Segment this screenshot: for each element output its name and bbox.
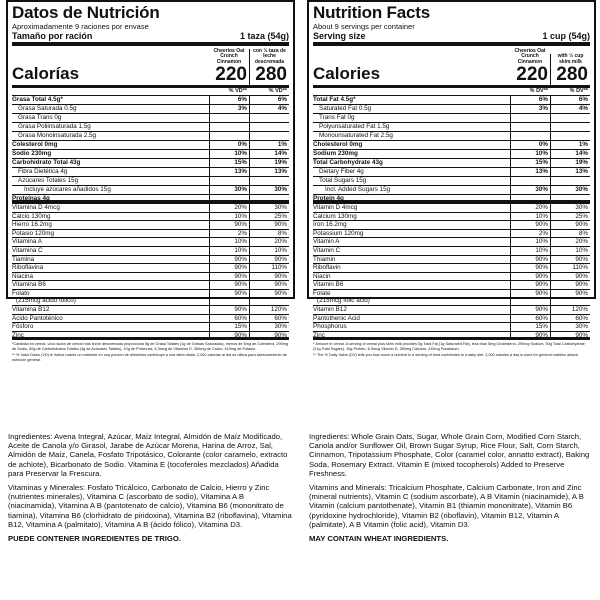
spanish-calories-col2: [249, 49, 289, 86]
english-vitamins-minerals: Vitamins and Minerals: Tricalcium Phosphate, Calcium Carbonate, Iron and Zinc (mineral nutrients), Vitamin C (sodium ascorbate), A B Vitamin (niacinamide), A B Vitamin (calcium pantothenate), Vitamin B1 (thiamin mononitrate), Vitamin B6 (pyridoxine hydrochloride), Vitamin B2 (riboflavin), Vitamin B12, Vitamin A (palmitate), A B Vitamin (folic acid), Vitamin D3.: [309, 483, 584, 529]
english-calories-label: Calories: [313, 64, 381, 83]
english-col2-header: with ½ cup skim milk: [557, 53, 584, 65]
spanish-dv-2: % VD**: [268, 88, 287, 94]
vitamin-row: Vitamina B6 90% 90%: [12, 281, 287, 289]
spanish-ingredients: Ingredientes: Avena Integral, Azúcar, Maíz Integral, Almidón de Maíz Modificado, Aceite de Canola y/o Girasol, Jarabe de Azúcar Morena, Harina de Arroz, Sal, Almidón de Maíz, Canela, Fosfato Tripotásico, Colorante (color caramelo, extracto de achiote), Bicarbonato de Sodio. Vitamina E (tocoferoles mezclados) Añadida para Preservar la Frescura.: [8, 432, 288, 478]
spanish-calories-col1: [209, 49, 249, 86]
vitamin-row: Riboflavin 90% 110%: [313, 264, 588, 272]
vitamin-row: Zinc 90% 90%: [12, 331, 287, 339]
vitamin-row: Niacina 90% 90%: [12, 272, 287, 280]
vitamin-row: Iron 16.2mg 90% 90%: [313, 221, 588, 229]
vitamin-row: Potasio 120mg 2% 8%: [12, 229, 287, 237]
english-ingredients: Ingredients: Whole Grain Oats, Sugar, Whole Grain Corn, Modified Corn Starch, Canola and/or Sunflower Oil, Brown Sugar Syrup, Rice Flour, Salt, Corn Starch, Cinnamon, Tripotassium Phosphate, Color (caramel color, annatto extract), Baking Soda, Rosemary Extract. Vitamin E (mixed tocopherols) Added to Preserve Freshness.: [309, 432, 590, 478]
english-calories-col2: [550, 54, 590, 85]
vitamin-row: Potassium 120mg 2% 8%: [313, 229, 588, 237]
spanish-calories-label: Calorías: [12, 64, 80, 83]
vitamin-row: Pantothenic Acid 60% 60%: [313, 314, 588, 322]
vitamin-row: Vitamin A 10% 20%: [313, 238, 588, 246]
vitamin-row: Vitamina C 10% 10%: [12, 246, 287, 254]
vitamin-row: Calcio 130mg 10% 25%: [12, 212, 287, 220]
english-nutrition-label: [307, 0, 596, 358]
nutrient-row: Azúcares Totales 15g: [12, 177, 289, 186]
nutrient-row: Total Sugars 15g: [313, 177, 590, 186]
vitamin-row: Tiamina 90% 90%: [12, 255, 287, 263]
vitamin-row: Calcium 130mg 10% 25%: [313, 212, 588, 220]
english-calories-value-2: 280: [556, 64, 588, 85]
nutrient-row: Grasa Monoinsaturada 2.5g: [12, 132, 289, 141]
nutrient-row: Incl. Added Sugars 15g 30% 30%: [313, 186, 590, 195]
nutrient-row: Carbohidrato Total 43g 15% 19%: [12, 159, 287, 166]
vitamin-row: Vitamina A 10% 20%: [12, 238, 287, 246]
english-title: Nutrition Facts: [313, 3, 430, 22]
english-footnote-2: ** The % Daily Value (DV) tells you how much a nutrient in a serving of food contributes to a daily diet. 2,000 calories a day is used for general nutrition advice.: [313, 353, 580, 358]
nutrient-row: Sodio 230mg 10% 14%: [12, 150, 287, 157]
spanish-col2-header: con ½ taza de leche descremada: [253, 47, 286, 65]
vitamin-row: Niacin 90% 90%: [313, 272, 588, 280]
vitamin-row: Thiamin 90% 90%: [313, 255, 588, 263]
spanish-serving-size: [12, 31, 289, 46]
english-vitamin-list: [313, 204, 590, 340]
english-allergen: MAY CONTAIN WHEAT INGREDIENTS.: [309, 534, 449, 544]
english-dv-1: % DV**: [529, 88, 548, 94]
nutrient-row: Sodium 230mg 10% 14%: [313, 150, 588, 157]
english-calories-value-1: 220: [516, 64, 548, 85]
nutrient-row: Fibra Dietética 4g 13% 13%: [12, 168, 289, 177]
nutrient-row: Dietary Fiber 4g 13% 13%: [313, 168, 590, 177]
nutrient-row: Proteínas 4g: [12, 195, 289, 204]
vitamin-row: Ácido Pantoténico 60% 60%: [12, 314, 287, 322]
nutrient-row: Grasa Saturada 0.5g 3% 4%: [12, 105, 289, 114]
english-serving-size: [313, 31, 590, 46]
spanish-nutrition-label: [6, 0, 295, 362]
nutrient-row: Cholesterol 0mg 0% 1%: [313, 141, 588, 148]
english-dv-2: % DV**: [569, 88, 588, 94]
vitamin-row: Zinc 90% 90%: [313, 331, 588, 339]
spanish-vitamin-list: [12, 204, 289, 340]
spanish-serving-label: Tamaño por ración: [12, 31, 93, 41]
vitamin-row: Fósforo 15% 30%: [12, 323, 287, 331]
vitamin-row: Vitamin D 4mcg 20% 30%: [313, 204, 588, 211]
spanish-calories-value-2: 280: [255, 64, 287, 85]
vitamin-row: Riboflavina 90% 110%: [12, 264, 287, 272]
spanish-title: Datos de Nutrición: [12, 3, 160, 22]
nutrient-row: Colesterol 0mg 0% 1%: [12, 141, 287, 148]
vitamin-row: Phosphorus 15% 30%: [313, 323, 588, 331]
english-calories-col1: [510, 49, 550, 86]
vitamin-row: Vitamina D 4mcg 20% 30%: [12, 204, 287, 211]
english-ingredients-block: [309, 432, 594, 548]
vitamin-row: Vitamina B12 90% 120%: [12, 305, 287, 313]
spanish-serving-value: 1 taza (54g): [239, 31, 289, 41]
english-serving-label: Serving size: [313, 31, 366, 41]
spanish-dv-header: [12, 88, 289, 96]
nutrient-row: Saturated Fat 0.5g 3% 4%: [313, 105, 590, 114]
nutrient-row: Polyunsaturated Fat 1.5g: [313, 123, 590, 132]
spanish-nutrient-list: [12, 96, 289, 204]
spanish-panel: [0, 0, 299, 600]
spanish-allergen: PUEDE CONTENER INGREDIENTES DE TRIGO.: [8, 534, 181, 544]
vitamin-row: Vitamin B6 90% 90%: [313, 281, 588, 289]
nutrient-row: Grasa Trans 0g: [12, 114, 289, 123]
english-nutrient-list: [313, 96, 590, 204]
nutrient-row: Grasa Total 4.5g* 6% 6%: [12, 96, 287, 103]
spanish-footnote-2: ** % Valor Diario (VD) le indica cuánto un nutriente en una porción de alimentos contribuye a una dieta diaria. 2,000 calorías al día se utiliza para asesoramiento de nutrición general.: [12, 353, 287, 362]
nutrient-row: Incluye azúcares añadidos 15g 30% 30%: [12, 186, 289, 195]
vitamin-row: Folate (215mcg folic acid) 90% 90%: [313, 289, 588, 305]
spanish-servings: Aproximadamente 9 raciones por envase: [12, 22, 149, 31]
nutrient-row: Grasa Poliinsaturada 1.5g: [12, 123, 289, 132]
spanish-dv-1: % VD**: [228, 88, 247, 94]
vitamin-row: Folato (215mcg ácido fólico) 90% 90%: [12, 289, 287, 305]
spanish-vitamins-minerals: Vitaminas y Minerales: Fosfato Tricálcico, Carbonato de Calcio, Hierro y Zinc (nutrientes minerales), Vitamina C (ascorbato de sodio), Vitamina A B (niacinamida), Vitamina A B (pantotenato de calcio), Vitamina B6 (mononitrato de tiamina), Vitamina B6 (clorhidrato de piridoxina), Vitamina B2 (riboflavina), Vitamina B12, Vitamina A (palmitato), Vitamina A B (ácido fólico), Vitamina D3.: [8, 483, 292, 529]
nutrient-row: Total Fat 4.5g* 6% 6%: [313, 96, 588, 103]
nutrient-row: Protein 4g: [313, 195, 590, 204]
english-panel: [301, 0, 600, 600]
vitamin-row: Vitamin C 10% 10%: [313, 246, 588, 254]
spanish-col1-header: Cheerios Oat Crunch Cinnamon: [213, 47, 245, 65]
english-dv-header: [313, 88, 590, 96]
nutrient-row: Total Carbohydrate 43g 15% 19%: [313, 159, 588, 166]
english-col1-header: Cheerios Oat Crunch Cinnamon: [514, 47, 546, 65]
nutrient-row: Monounsaturated Fat 2.5g: [313, 132, 590, 141]
spanish-calories-value-1: 220: [215, 64, 247, 85]
spanish-ingredients-block: [8, 432, 293, 548]
english-serving-value: 1 cup (54g): [542, 31, 590, 41]
english-servings: About 9 servings per container: [313, 22, 415, 31]
vitamin-row: Hierro 16.2mg 90% 90%: [12, 221, 287, 229]
spanish-calories-row: [12, 46, 289, 88]
nutrient-row: Trans Fat 0g: [313, 114, 590, 123]
spanish-footnote-1: *Cantidad en cereal. Una ración de cereal más leche descremada proporciona 5g de Grasa Totales (1g de Grasas Saturadas), menos de 5mg de Colesterol, 290mg de Sodio, 50g de Carbohidratos Totales (4g de Azúcares Totales), 10g de Proteínas, 6.3mcg de Vitamina D, 350mg de Calcio, 410mg de Potasio.: [12, 342, 288, 351]
english-calories-row: [313, 46, 590, 88]
vitamin-row: Vitamin B12 90% 120%: [313, 305, 588, 313]
english-footnote-1: * Amount in cereal. A serving of cereal plus skim milk provides 5g Total Fat (1g Saturated Fat), less than 5mg Cholesterol, 290mg Sodium, 50g Total Carbohydrate (21g Total Sugars), 10g Protein, 6.3mcg Vitamin D, 350mg Calcium, 410mg Potassium.: [313, 342, 585, 351]
